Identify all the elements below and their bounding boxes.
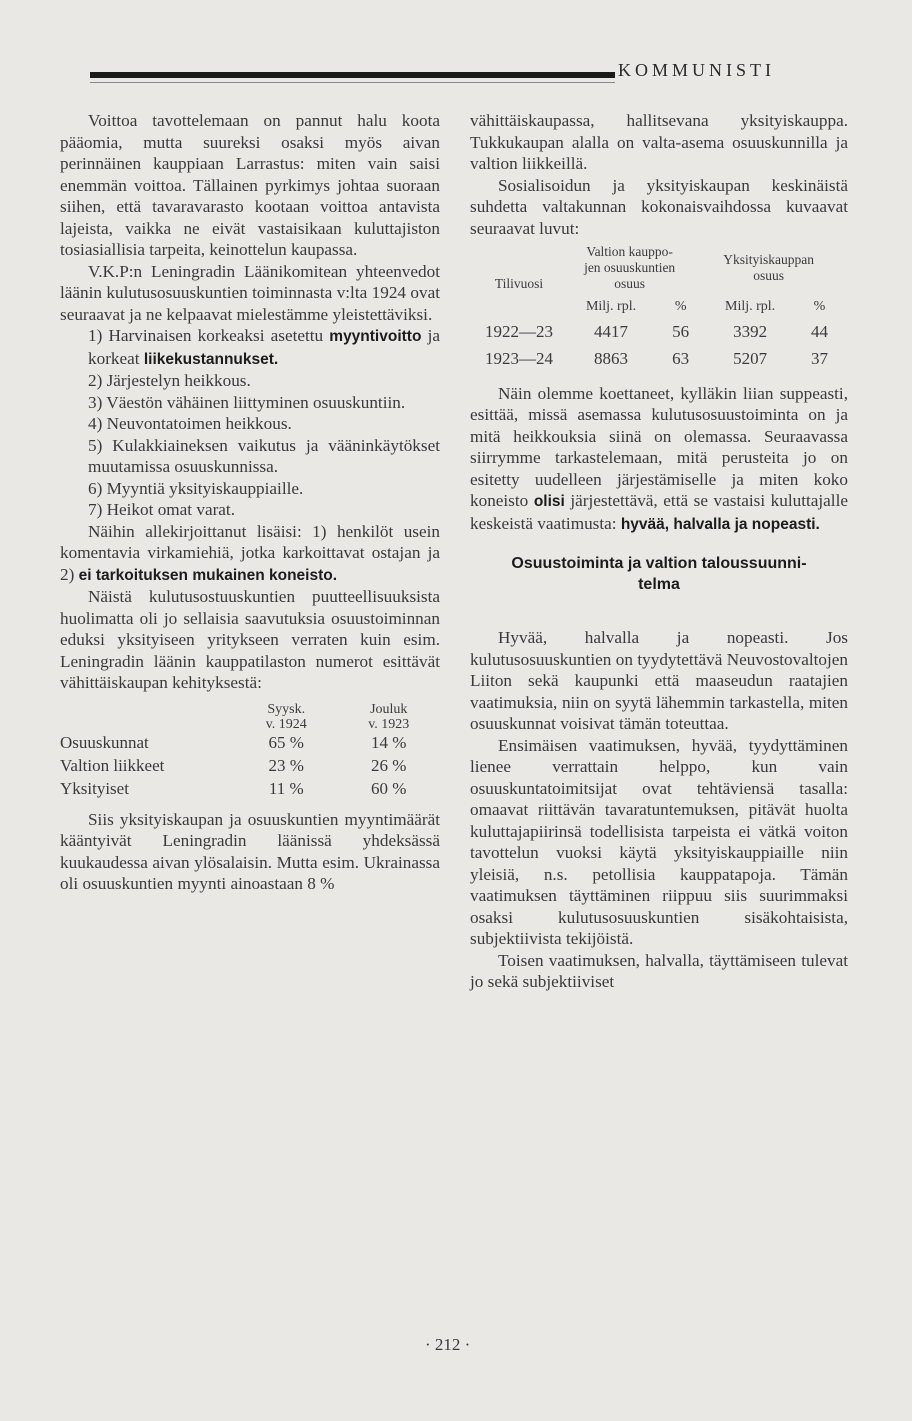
right-column [470,110,848,993]
table-row [478,319,838,346]
row-label: 1922—23 [485,322,553,342]
trade-share-table [478,243,838,373]
table-cell: 56 [672,322,690,342]
paragraph: Toisen vaatimuksen, halvalla, täyttämiseen tulevat jo sekä subjektiiviset [470,950,848,991]
emphasis: hyvää, halvalla ja nopeasti. [620,515,820,533]
table-header [560,243,699,293]
paragraph: vähittäiskaupassa, hallitsevana yksityiskauppa. Tukkukaupan alalla on valta-asema osuuskunnilla ja valtion liikkeillä. [470,111,848,173]
heading-line: Osuustoiminta ja valtion taloussuunni- [511,555,807,572]
emphasis: olisi [533,493,565,510]
paragraph-text: Näihin allekirjoittanut lisäisi: 1) henkilöt usein komentavia virkamiehiä, jotka karkoittavat ostajan ja 2) [60,521,440,584]
paragraph: Sosialisoidun ja yksityiskaupan keskinäistä suhdetta valtakunnan kokonaisvaihdossa kuvaavat seuraavat luvut: [470,175,848,238]
header-rule-thin [90,82,615,83]
paragraph: Ensimäisen vaatimuksen, hyvää, tyydyttäminen lienee verrattain helppo, kun vain osuuskuntatoimitsijat ovat tehtäviensä tasalla: omaavat riittävän tavaratuntemuksen, pitävät huolta kuluttajapiirinsä todellisista tarpeista ei vätkä voiton tavottelun vuoksi käytä yksityiskauppiaille niin yleisiä, n.s. petollisia kauppatapoja. Tämän vaatimuksen täyttäminen riippuu siis suurimmaksi osaksi kulutusosuuskuntien sisäkohtaisista, subjektiivista tekijöistä. [470,735,848,948]
header-line: osuus [753,268,785,283]
header-line: v. 1923 [368,716,410,732]
emphasis: liikekustannukset. [143,350,279,368]
row-label: 1923—24 [485,349,553,369]
table-cell: 60 % [371,779,407,799]
table-header: Tilivuosi [494,276,544,291]
table-header [338,700,441,732]
emphasis: ei tarkoituksen mukainen koneisto. [78,566,338,584]
list-item [60,325,440,370]
table-cell: 63 [672,349,690,369]
row-label: Yksityiset [60,779,129,799]
table-row [60,778,440,801]
retail-share-table [60,700,440,801]
list-item-text: 1) Harvinaisen korkeaksi asetettu [88,326,330,345]
header-line: osuus [614,276,646,291]
table-cell: 37 [810,349,828,369]
page-number: · 212 · [425,1335,471,1354]
unit-label: % [813,299,826,314]
row-label: Valtion liikkeet [60,756,165,776]
list-item-text: ja korkeat [88,326,440,368]
table-cell: 5207 [733,349,768,369]
table-row [60,755,440,778]
table-cell: 4417 [594,322,629,342]
table-units-row [478,293,838,319]
list-item: 6) Myyntiä yksityiskauppiaille. [88,478,304,498]
table-header-row [478,243,838,293]
header-rule [90,72,615,78]
header-line: Syysk. [267,701,306,717]
unit-label: % [674,299,687,314]
paragraph [470,383,848,536]
paragraph: Näistä kulutusostuuskuntien puutteellisuuksista huolimatta oli jo sellaisia saavutuksia osuustoiminnan eduksi yksityiseen yritykseen verraten kuin esim. Leningradin läänin kauppatilaston numerot esittävät vähittäiskaupan kehityksestä: [60,587,440,692]
paragraph: Voittoa tavottelemaan on pannut halu koota pääomia, mutta suureksi osaksi myös aivan perinnäinen kauppiaan Larrastus: miten vain saisi enemmän voittoa. Tällainen pyrkimys johtaa suoraan siihen, että tavaravarasto kootaan voittoa antavista lajeista, vaikka ne eivät vastaisikaan kuluttajiston tosiasiallisia tarpeita, keinottelun kaupassa. [60,111,440,259]
table-header [699,243,838,293]
paragraph-text: järjestettävä, että se vastaisi kuluttajalle keskeistä vaatimusta: [470,491,848,533]
table-cell: 8863 [594,349,629,369]
table-header [235,700,338,732]
list-item: 2) Järjestelyn heikkous. [88,371,251,390]
row-label: Osuuskunnat [60,733,149,753]
paragraph: V.K.P:n Leningradin Läänikomitean yhteenvedot läänin kulutusosuuskuntien toiminnasta v:lta 1924 ovat seuraavat ja ne kelpaavat mielestämme yleistettäviksi. [60,261,440,324]
list-item: 5) Kulakkiaineksen vaikutus ja vääninkäytökset muutamissa osuuskunnissa. [88,435,440,476]
paragraph-text: Näin olemme koettaneet, kylläkin liian suppeasti, esittää, missä asemassa kulutusosuustoiminta on ja mitä heikkouksia siinä on olemassa. Seuraavassa siirrymme tarkastelemaan, mitä perusteita jo on esitetty uudelleen järjestämiselle ja miten koko koneisto [470,383,848,510]
table-cell: 65 % [268,733,304,753]
running-title: KOMMUNISTI [618,60,775,80]
list-item: 4) Neuvontatoimen heikkous. [88,414,292,433]
table-cell: 14 % [371,733,407,753]
paragraph: Siis yksityiskaupan ja osuuskuntien myyntimäärät kääntyivät Leningradin läänissä yhdeksässä kuukaudessa aivan ylösalaisin. Mutta esim. Ukrainassa oli osuuskuntien myynti ainoastaan 8 % [60,809,440,893]
emphasis: myyntivoitto [329,328,422,345]
paragraph: Hyvää, halvalla ja nopeasti. Jos kulutusosuuskuntien on tyydytettävä Neuvostovaltojen Liiton sekä kaupunki että maaseudun raatajien vaatimuksia, niin on syytä lähemmin tarkastella, miten osuuskunnat voisivat tämän toteuttaa. [470,628,848,733]
table-cell: 11 % [268,779,304,799]
list-item: 7) Heikot omat varat. [88,500,236,519]
section-heading [470,553,848,595]
header-line: Jouluk [370,701,408,717]
header-line: Yksityiskauppan [723,252,814,267]
header-line: Valtion kauppo- [586,244,673,259]
table-row [60,732,440,755]
table-cell: 26 % [371,756,407,776]
header-line: jen osuuskuntien [584,260,676,275]
list-item: 3) Väestön vähäinen liittyminen osuuskuntiin. [88,392,406,412]
paragraph [60,521,440,587]
unit-label: Milj. rpl. [585,299,637,314]
heading-line: telma [638,576,680,593]
table-cell: 3392 [733,322,768,342]
table-cell: 23 % [268,756,304,776]
unit-label: Milj. rpl. [725,299,776,314]
left-column [60,110,440,895]
table-cell: 44 [810,322,828,342]
header-line: v. 1924 [265,716,307,732]
table-header-row [60,700,440,732]
table-row [478,346,838,373]
